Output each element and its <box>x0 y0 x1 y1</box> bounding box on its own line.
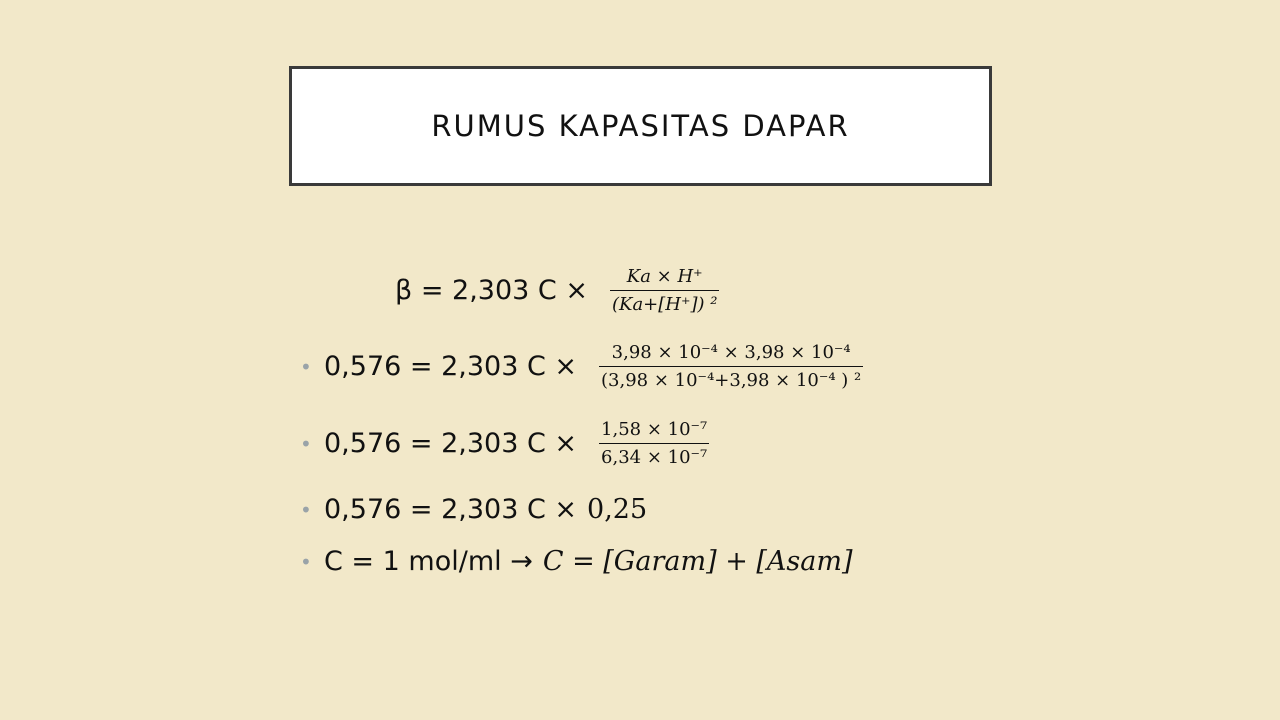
formula-lhs: β = 2,303 C × <box>395 275 588 306</box>
formula-numerator: Ka × H⁺ <box>626 266 703 287</box>
step-denominator: (3,98 × 10⁻⁴+3,98 × 10⁻⁴ ) ² <box>599 366 863 391</box>
step-row-1 <box>300 342 863 391</box>
formula-fraction <box>610 266 720 315</box>
bullet: • <box>300 497 312 522</box>
step-fraction <box>599 419 709 468</box>
step-lhs: 0,576 = 2,303 C × <box>324 428 578 459</box>
formula-denominator: (Ka+[H⁺]) ² <box>610 290 720 315</box>
step-row-2 <box>300 419 709 468</box>
step-value: 0,25 <box>587 494 648 525</box>
bullet: • <box>300 549 312 574</box>
step-lhs: 0,576 = 2,303 C × <box>324 494 578 525</box>
step-numerator: 3,98 × 10⁻⁴ × 3,98 × 10⁻⁴ <box>611 342 851 363</box>
main-formula <box>395 266 719 315</box>
step-row-4 <box>300 546 853 577</box>
step-lhs: C = 1 mol/ml → <box>324 546 533 577</box>
step-value: C = [Garam] + [Asam] <box>542 546 853 577</box>
step-lhs: 0,576 = 2,303 C × <box>324 351 578 382</box>
step-fraction <box>599 342 863 391</box>
step-numerator: 1,58 × 10⁻⁷ <box>601 419 708 440</box>
bullet: • <box>300 354 312 379</box>
title-box <box>289 66 992 186</box>
slide-title: RUMUS KAPASITAS DAPAR <box>431 109 850 143</box>
step-row-3 <box>300 494 647 525</box>
bullet: • <box>300 431 312 456</box>
step-denominator: 6,34 × 10⁻⁷ <box>599 443 709 468</box>
